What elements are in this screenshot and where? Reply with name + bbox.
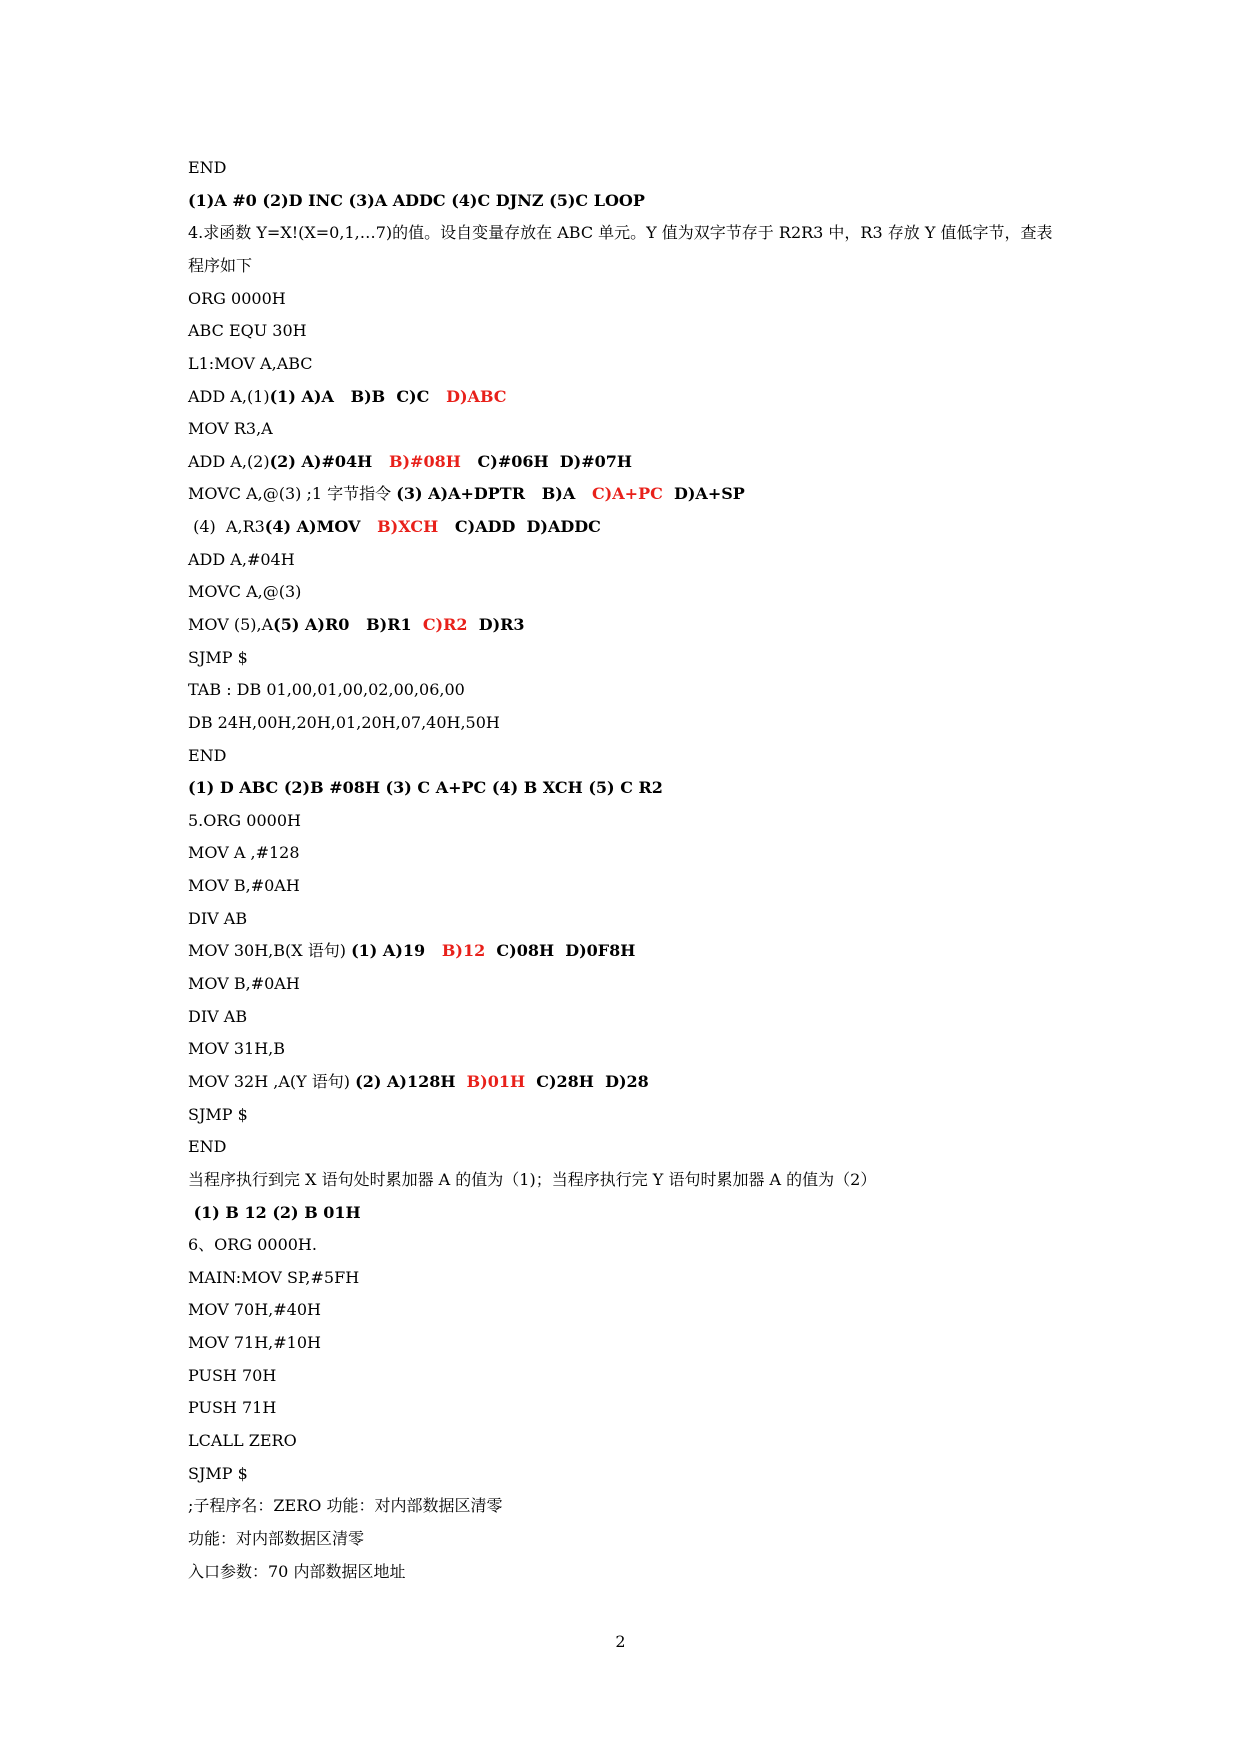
answer-highlight: C)A+PC (591, 484, 663, 504)
text-segment: C)08H D)0F8H (485, 941, 636, 961)
text-segment: C)ADD D)ADDC (438, 517, 601, 537)
text-segment: (1) D ABC (2)B #08H (3) C A+PC (4) B XCH (5) C R2 (188, 778, 663, 798)
text-segment: MOV (5),A (188, 615, 274, 634)
text-line (188, 1066, 1068, 1099)
text-segment: MAIN:MOV SP,#5FH (188, 1267, 360, 1287)
text-line (188, 1490, 1068, 1523)
text-line (188, 642, 1068, 675)
text-segment: (1) B 12 (2) B 01H (188, 1202, 361, 1222)
text-segment: PUSH 70H (188, 1365, 277, 1385)
text-segment: DB 24H,00H,20H,01,20H,07,40H,50H (188, 712, 500, 732)
text-segment: MOV 30H,B(X 语句) (188, 941, 352, 961)
text-segment: END (188, 158, 227, 177)
text-segment: 4.求函数 Y=X!(X=0,1,…7)的值。设自变量存放在 ABC 单元。Y 值为双字节存于 R2R3 中，R3 存放 Y 值低字节，查表程序如下 (188, 223, 1053, 275)
text-segment: 5.ORG 0000H (188, 810, 301, 830)
answer-highlight: B)01H (466, 1071, 526, 1091)
text-segment: (2) A)#04H (269, 451, 389, 471)
text-line (188, 968, 1068, 1001)
text-segment: ORG 0000H (188, 288, 286, 308)
text-line (188, 446, 1068, 479)
text-segment: SJMP $ (188, 647, 248, 667)
text-segment: MOV 71H,#10H (188, 1333, 321, 1353)
text-line (188, 1523, 1068, 1556)
text-line (188, 609, 1068, 642)
text-segment: ADD A,(2) (188, 451, 270, 471)
text-segment: DIV AB (188, 1006, 248, 1026)
text-line (188, 315, 1068, 348)
text-line (188, 381, 1068, 414)
text-line (188, 348, 1068, 381)
text-line (188, 1164, 1068, 1197)
text-segment: (2) A)128H (355, 1071, 467, 1091)
text-segment: (1) A)19 (351, 941, 442, 961)
text-line (188, 576, 1068, 609)
text-line (188, 478, 1068, 511)
text-line (188, 903, 1068, 936)
text-segment: 当程序执行到完 X 语句处时累加器 A 的值为（1)；当程序执行完 Y 语句时累加器 A 的值为（2） (188, 1169, 877, 1189)
text-segment: PUSH 71H (188, 1398, 277, 1418)
text-line (188, 1197, 1068, 1230)
text-line (188, 1458, 1068, 1491)
text-segment: MOV B,#0AH (188, 974, 300, 994)
text-line (188, 185, 1068, 218)
text-segment: MOV R3,A (188, 419, 273, 439)
text-line (188, 152, 1068, 185)
text-line (188, 511, 1068, 544)
text-line (188, 707, 1068, 740)
text-segment: TAB : DB 01,00,01,00,02,00,06,00 (188, 680, 465, 700)
text-segment: (1) A)A B)B C)C (269, 386, 447, 406)
text-line (188, 217, 1068, 282)
text-segment: (4) A,R3 (188, 517, 265, 537)
text-segment: 功能：对内部数据区清零 (188, 1528, 365, 1548)
text-segment: DIV AB (188, 908, 248, 928)
text-segment: 入口参数：70 内部数据区地址 (188, 1561, 406, 1581)
text-segment: D)R3 (467, 615, 525, 634)
text-line (188, 1229, 1068, 1262)
text-segment: MOV 70H,#40H (188, 1300, 321, 1320)
text-line (188, 1131, 1068, 1164)
answer-highlight: D)ABC (446, 386, 507, 406)
text-line (188, 413, 1068, 446)
answer-highlight: B)#08H (388, 451, 461, 471)
text-line (188, 772, 1068, 805)
text-segment: MOV 31H,B (188, 1039, 286, 1059)
text-segment: MOVC A,@(3) ;1 字节指令 (188, 484, 397, 504)
text-line (188, 1327, 1068, 1360)
text-segment: MOVC A,@(3) (188, 582, 302, 602)
text-line (188, 740, 1068, 773)
text-line (188, 870, 1068, 903)
text-line (188, 1556, 1068, 1589)
text-segment: (1)A #0 (2)D INC (3)A ADDC (4)C DJNZ (5)C LOOP (188, 190, 645, 210)
text-segment: C)28H D)28 (525, 1071, 649, 1091)
text-segment: LCALL ZERO (188, 1431, 297, 1451)
text-line (188, 935, 1068, 968)
text-segment: D)A+SP (662, 484, 745, 504)
text-line (188, 283, 1068, 316)
text-line (188, 544, 1068, 577)
answer-highlight: B)12 (441, 941, 486, 961)
text-line (188, 1360, 1068, 1393)
text-segment: SJMP $ (188, 1104, 248, 1124)
answer-highlight: C)R2 (422, 615, 468, 634)
text-segment: ADD A,#04H (188, 549, 295, 569)
text-segment: ABC EQU 30H (188, 321, 307, 341)
document-body (188, 152, 1068, 1588)
answer-highlight: B)XCH (377, 517, 439, 537)
text-segment: MOV B,#0AH (188, 876, 300, 896)
text-line (188, 1262, 1068, 1295)
text-line (188, 1033, 1068, 1066)
text-segment: (5) A)R0 B)R1 (273, 615, 423, 634)
text-segment: (3) A)A+DPTR B)A (396, 484, 592, 504)
text-line (188, 1001, 1068, 1034)
text-segment: SJMP $ (188, 1463, 248, 1483)
text-segment: ;子程序名：ZERO 功能：对内部数据区清零 (188, 1496, 503, 1516)
text-segment: L1:MOV A,ABC (188, 353, 313, 373)
text-segment: 6、ORG 0000H. (188, 1235, 317, 1255)
text-line (188, 1425, 1068, 1458)
text-segment: END (188, 1137, 227, 1157)
text-segment: MOV A ,#128 (188, 843, 300, 863)
text-line (188, 674, 1068, 707)
text-line (188, 1099, 1068, 1132)
text-line (188, 805, 1068, 838)
text-segment: END (188, 745, 227, 765)
text-line (188, 1294, 1068, 1327)
text-segment: (4) A)MOV (264, 517, 378, 537)
page-number: 2 (615, 1632, 626, 1651)
text-line (188, 837, 1068, 870)
text-segment: ADD A,(1) (188, 386, 270, 406)
text-segment: C)#06H D)#07H (460, 451, 633, 471)
text-segment: MOV 32H ,A(Y 语句) (188, 1071, 356, 1091)
text-line (188, 1392, 1068, 1425)
